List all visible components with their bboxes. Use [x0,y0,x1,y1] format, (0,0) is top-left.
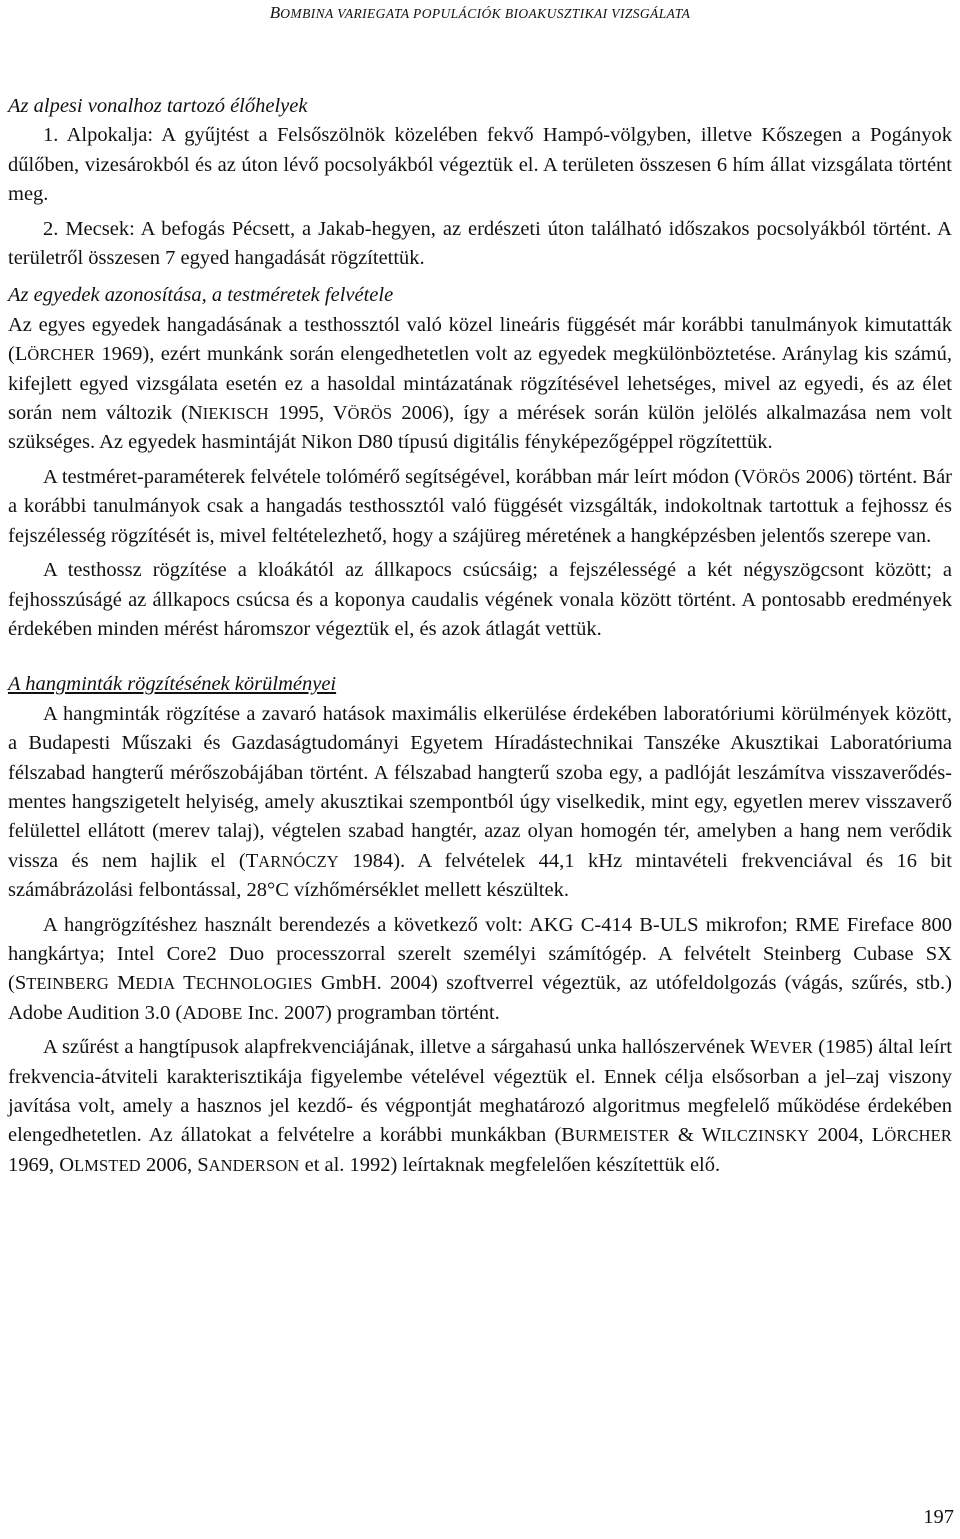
paragraph-recording-3: A szűrést a hangtípusok alapfrekvenciájának, illetve a sárgahasú unka hallószervének WEVER (1985) által leírt frekvencia-átviteli karakterisztikája figyelembe vételével végeztük el. Ennek célja elsősorban a jel–zaj viszony javítása volt, amely a hasznos jel kezdő- és végpontját meghatározó algoritmus megfelelő működése érdekében elengedhetetlen. Az állatokat a felvételre a korábbi munkákban (BURMEISTER & WILCZINSKY 2004, LÖRCHER 1969, OLMSTED 2006, SANDERSON et al. 1992) leírtaknak megfelelően készítettük elő. [8,1036,952,1176]
section-heading-alpine: Az alpesi vonalhoz tartozó élőhelyek [8,95,308,117]
section-heading-identification: Az egyedek azonosítása, a testméretek felvétele [8,284,394,307]
page-body [8,92,952,1180]
paragraph-recording-2: A hangrögzítéshez használt berendezés a következő volt: AKG C-414 B-ULS mikrofon; RME Fireface 800 hangkártya; Intel Core2 Duo processzorral szerelt személyi számítógép. A felvételt Steinberg Cubase SX (STEINBERG MEDIA TECHNOLOGIES GmbH. 2004) szoftverrel végeztük, az utófeldolgozás (vágás, szűrés, stb.) Adobe Audition 3.0 (ADOBE Inc. 2007) programban történt. [8,913,952,1024]
paragraph-identification-2: A testméret-paraméterek felvétele tolómérő segítségével, korábban már leírt módon (VÖRÖS 2006) történt. Bár a korábbi tanulmányok csak a hangadás testhossztól való függését vizsgálták, indokoltnak tartottuk a fejhossz és fejszélesség rögzítését is, mivel feltételezhető, hogy a szájüreg méretének a hangképzésben jelentős szerepe van. [8,465,952,547]
page-number: 197 [923,1506,954,1528]
paragraph-identification-3: A testhossz rögzítése a kloákától az állkapocs csúcsáig; a fejszélességé a két négyszögcsont között; a fejhosszúságé az állkapocs csúcsa és a koponya caudalis végének vonala között történt. A pontosabb eredmények érdekében minden mérést háromszor végeztük el, és azok átlagát vettük. [8,559,952,640]
habitat-item-alpokalja: 1. Alpokalja: A gyűjtést a Felsőszölnök közelében fekvő Hampó-völgyben, illetve Kőszegen a Pogányok dűlőben, vizesárokból és az úton lévő pocsolyákból végeztük el. A területen összesen 6 hím állat vizsgálata történt meg. [8,124,952,206]
section-heading-recording: A hangminták rögzítésének körülményei [8,673,337,696]
habitat-item-mecsek: 2. Mecsek: A befogás Pécsett, a Jakab-hegyen, az erdészeti úton található időszakos pocsolyákból történt. A területről összesen 7 egyed hangadását rögzítettük. [8,217,952,270]
running-head: BOMBINA VARIEGATA POPULÁCIÓK BIOAKUSZTIKAI VIZSGÁLATA [269,3,691,22]
paragraph-identification-1: Az egyes egyedek hangadásának a testhossztól való közel lineáris függését már korábbi tanulmányok kimutatták (LÖRCHER 1969), ezért munkánk során elengedhetetlen volt az egyedek megkülönböztetése. Aránylag kis számú, kifejlett egyed vizsgálata esetén ez a hasoldal mintázatának rögzítésével lehetséges, mivel az egyedi, és az élet során nem változik (NIEKISCH 1995, VÖRÖS 2006), így a mérések során külön jelölés alkalmazása nem volt szükséges. Az egyedek hasmintáját Nikon D80 típusú digitális fényképezőgéppel rögzítettük. [8,313,952,454]
paragraph-recording-1: A hangminták rögzítése a zavaró hatások maximális elkerülése érdekében laboratóriumi körülmények között, a Budapesti Műszaki és Gazdaságtudományi Egyetem Híradástechnikai Tanszéke Akusztikai Laboratóriuma félszabad hangterű mérőszobájában történt. A félszabad hangterű szoba egy, a padlóját leszámítva visszaverődés-mentes hangszigetelt helyiség, amely akusztikai szempontból úgy viselkedik, mint egy, egyetlen merev visszaverő felülettel ellátott (merev talaj), végtelen szabad hangtér, azaz olyan homogén tér, amelyben a hang nem verődik vissza és nem hajlik el (TARNÓCZY 1984). A felvételek 44,1 kHz mintavételi frekvenciával és 16 bit számábrázolási felbontással, 28°C vízhőmérséklet mellett készültek. [8,702,952,902]
